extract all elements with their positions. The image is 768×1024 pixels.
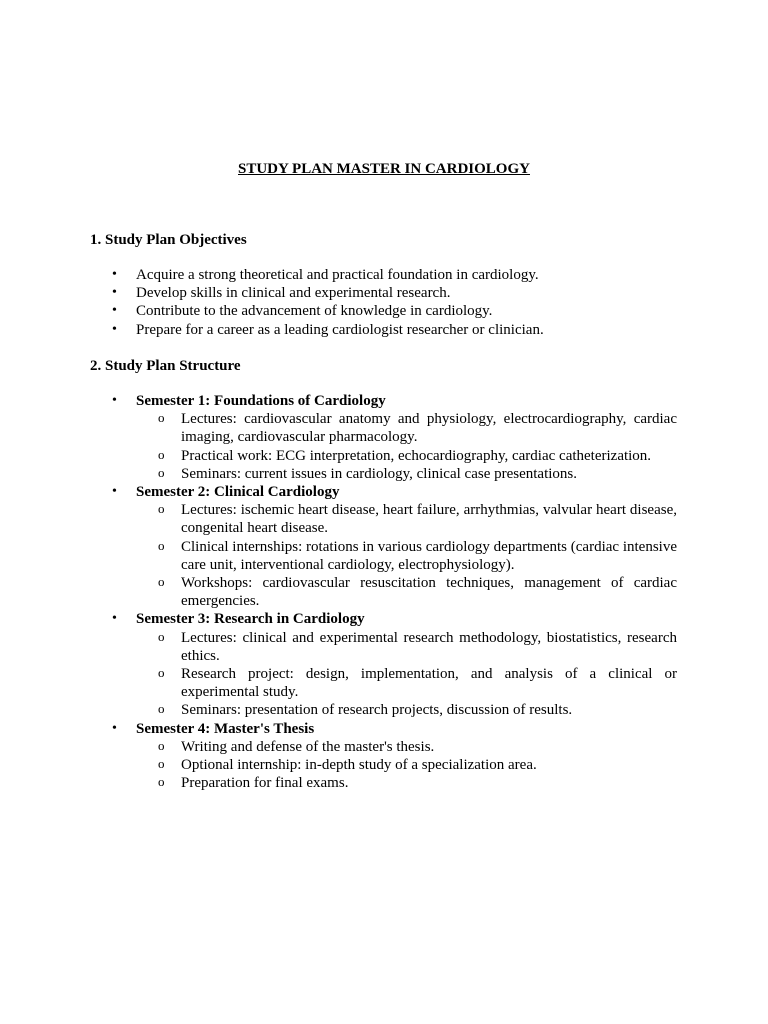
sub-list-item-text: Clinical internships: rotations in various cardiology departments (cardiac intensive care unit, interventional cardiology, electrophysiology). xyxy=(181,538,677,573)
sub-list-item-text: Writing and defense of the master's thesis. xyxy=(181,738,435,755)
sub-bullet-marker: o xyxy=(158,774,165,790)
sub-list-item-text: Lectures: cardiovascular anatomy and physiology, electrocardiography, cardiac imaging, cardiovascular pharmacology. xyxy=(181,411,677,446)
sub-list-item xyxy=(136,410,677,446)
bullet-marker: • xyxy=(112,393,117,408)
semester-item xyxy=(90,720,677,793)
list-item-text: Contribute to the advancement of knowledge in cardiology. xyxy=(136,303,493,320)
sub-list-item xyxy=(136,738,677,756)
sub-bullet-marker: o xyxy=(158,501,165,517)
sub-list-item xyxy=(136,501,677,537)
list-item xyxy=(90,302,677,320)
sub-list-item xyxy=(136,701,677,719)
list-item xyxy=(90,266,677,284)
sub-bullet-marker: o xyxy=(158,628,165,644)
sub-list-item-text: Research project: design, implementation, and analysis of a clinical or experimental study. xyxy=(181,666,677,701)
bullet-marker: • xyxy=(112,611,117,627)
sub-bullet-marker: o xyxy=(158,737,165,753)
sub-bullet-marker: o xyxy=(158,701,165,717)
sub-list-item-text: Practical work: ECG interpretation, echocardiography, cardiac catheterization. xyxy=(181,447,652,464)
sub-bullet-marker: o xyxy=(158,410,165,426)
list-item xyxy=(90,321,677,339)
list-item-text: Develop skills in clinical and experimental research. xyxy=(136,285,451,302)
list-item-text: Acquire a strong theoretical and practical foundation in cardiology. xyxy=(136,267,539,283)
sub-list-item-text: Preparation for final exams. xyxy=(181,775,349,792)
bullet-marker: • xyxy=(112,321,117,337)
bullet-marker: • xyxy=(112,303,117,319)
semester-title: Semester 2: Clinical Cardiology xyxy=(136,484,340,501)
objectives-list xyxy=(90,266,677,339)
sub-list-item xyxy=(136,465,677,483)
sub-bullet-marker: o xyxy=(158,756,165,772)
sub-list-item xyxy=(136,629,677,665)
bullet-marker: • xyxy=(112,267,117,282)
semester-title: Semester 3: Research in Cardiology xyxy=(136,611,365,628)
sub-list-item xyxy=(136,538,677,574)
semester-item xyxy=(90,392,677,483)
sub-list-item xyxy=(136,774,677,792)
bullet-marker: • xyxy=(112,720,117,736)
semester-sub-list xyxy=(136,738,677,793)
bullet-marker: • xyxy=(112,285,117,301)
semester-item xyxy=(90,483,677,610)
sub-list-item-text: Seminars: presentation of research projects, discussion of results. xyxy=(181,702,573,719)
semester-sub-list xyxy=(136,501,677,610)
section-heading-structure: 2. Study Plan Structure xyxy=(90,358,241,374)
sub-list-item-text: Optional internship: in-depth study of a specialization area. xyxy=(181,757,537,774)
semester-item xyxy=(90,610,677,719)
sub-list-item-text: Lectures: ischemic heart disease, heart failure, arrhythmias, valvular heart disease, congenital heart disease. xyxy=(181,502,677,537)
sub-list-item xyxy=(136,665,677,701)
sub-list-item xyxy=(136,447,677,465)
sub-list-item xyxy=(136,756,677,774)
sub-bullet-marker: o xyxy=(158,446,165,462)
semester-title: Semester 1: Foundations of Cardiology xyxy=(136,393,386,409)
sub-bullet-marker: o xyxy=(158,665,165,681)
sub-bullet-marker: o xyxy=(158,574,165,590)
document-title: STUDY PLAN MASTER IN CARDIOLOGY xyxy=(238,161,530,177)
structure-list xyxy=(90,392,677,792)
sub-list-item-text: Seminars: current issues in cardiology, clinical case presentations. xyxy=(181,465,577,482)
sub-bullet-marker: o xyxy=(158,537,165,553)
section-heading-objectives: 1. Study Plan Objectives xyxy=(90,232,247,248)
semester-sub-list xyxy=(136,629,677,720)
sub-bullet-marker: o xyxy=(158,464,165,480)
sub-list-item-text: Lectures: clinical and experimental research methodology, biostatistics, research ethics. xyxy=(181,629,677,664)
bullet-marker: • xyxy=(112,484,117,500)
semester-title: Semester 4: Master's Thesis xyxy=(136,720,315,737)
list-item xyxy=(90,284,677,302)
sub-list-item-text: Workshops: cardiovascular resuscitation techniques, management of cardiac emergencies. xyxy=(181,575,677,610)
list-item-text: Prepare for a career as a leading cardiologist researcher or clinician. xyxy=(136,321,544,338)
sub-list-item xyxy=(136,574,677,610)
semester-sub-list xyxy=(136,410,677,483)
